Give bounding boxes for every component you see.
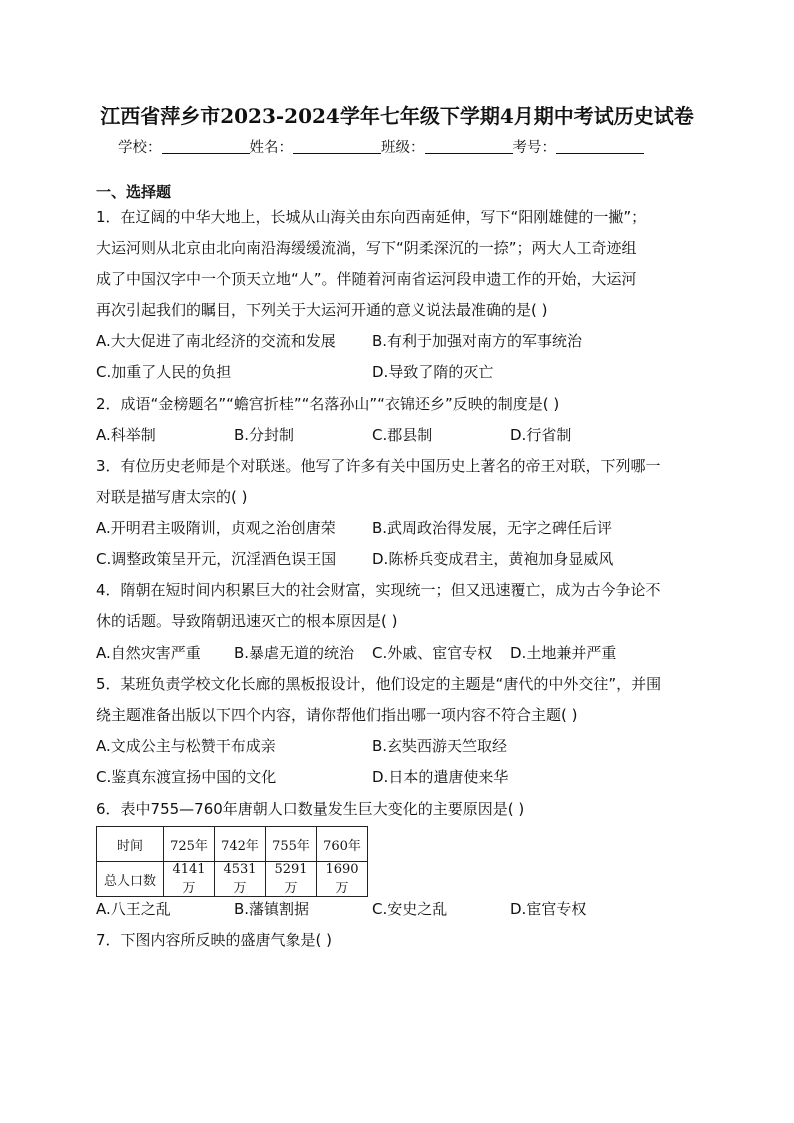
question-4-line-2: 休的话题。导致隋朝迅速灭亡的根本原因是( ) — [96, 612, 398, 630]
question-5-option-b[interactable]: B.玄奘西游天竺取经 — [372, 737, 508, 755]
name-label: 姓名： — [249, 140, 293, 156]
question-1-line-2: 大运河则从北京由北向南沿海缓缓流淌，写下“阴柔深沉的一捺”；两大人工奇迹组 — [96, 239, 637, 257]
question-2-option-b[interactable]: B.分封制 — [234, 426, 295, 444]
class-label: 班级： — [381, 140, 425, 156]
page-title: 江西省萍乡市2023-2024学年七年级下学期4月期中考试历史试卷 — [100, 104, 694, 128]
table-cell: 5291万 — [266, 862, 317, 897]
question-4-line-1: 4．隋朝在短时间内积累巨大的社会财富，实现统一；但又迅速覆亡，成为古今争论不 — [96, 581, 661, 599]
question-5-option-a[interactable]: A.文成公主与松赞干布成亲 — [96, 737, 276, 755]
question-1-option-c[interactable]: C.加重了人民的负担 — [96, 363, 232, 381]
table-cell: 4531万 — [215, 862, 266, 897]
table-header-cell: 755年 — [266, 827, 317, 862]
question-4-option-c[interactable]: C.外戚、宦官专权 — [372, 644, 493, 662]
question-1-option-a[interactable]: A.大大促进了南北经济的交流和发展 — [96, 332, 336, 350]
question-1-option-b[interactable]: B.有利于加强对南方的军事统治 — [372, 332, 583, 350]
question-6-option-a[interactable]: A.八王之乱 — [96, 900, 171, 918]
student-info-row — [118, 136, 644, 157]
section-heading: 一、选择题 — [96, 183, 172, 201]
school-blank[interactable] — [162, 139, 250, 154]
question-1-option-d[interactable]: D.导致了隋的灭亡 — [372, 363, 494, 381]
table-header-cell: 742年 — [215, 827, 266, 862]
table-header-cell: 760年 — [317, 827, 368, 862]
table-row — [97, 827, 368, 862]
question-4-option-d[interactable]: D.土地兼并严重 — [510, 644, 617, 662]
table-header-cell: 725年 — [164, 827, 215, 862]
question-6-option-b[interactable]: B.藩镇割据 — [234, 900, 310, 918]
question-1-line-4: 再次引起我们的瞩目，下列关于大运河开通的意义说法最准确的是( ) — [96, 301, 548, 319]
question-1-line-3: 成了中国汉字中一个顶天立地“人”。伴随着河南省运河段申遗工作的开始，大运河 — [96, 270, 637, 288]
question-6-option-c[interactable]: C.安史之乱 — [372, 900, 448, 918]
question-5-line-1: 5．某班负责学校文化长廊的黑板报设计，他们设定的主题是“唐代的中外交往”，并围 — [96, 675, 662, 693]
question-4-option-b[interactable]: B.暴虐无道的统治 — [234, 644, 355, 662]
question-2-option-c[interactable]: C.郡县制 — [372, 426, 433, 444]
question-5-option-d[interactable]: D.日本的遣唐使来华 — [372, 768, 509, 786]
table-cell: 总人口数 — [97, 862, 164, 897]
population-table — [96, 826, 368, 897]
question-5-line-2: 绕主题准备出版以下四个内容，请你帮他们指出哪一项内容不符合主题( ) — [96, 706, 578, 724]
question-7-line-1: 7．下图内容所反映的盛唐气象是( ) — [96, 931, 333, 949]
question-3-option-b[interactable]: B.武周政治得发展，无字之碑任后评 — [372, 519, 613, 537]
name-blank[interactable] — [293, 139, 381, 154]
question-2-line-1: 2．成语“金榜题名”“蟾宫折桂”“名落孙山”“衣锦还乡”反映的制度是( ) — [96, 395, 560, 413]
school-label: 学校： — [118, 140, 162, 156]
question-3-option-c[interactable]: C.调整政策呈开元，沉淫酒色误王国 — [96, 550, 337, 568]
table-header-cell: 时间 — [97, 827, 164, 862]
question-2-option-a[interactable]: A.科举制 — [96, 426, 156, 444]
table-cell: 1690万 — [317, 862, 368, 897]
question-3-option-a[interactable]: A.开明君主吸隋训，贞观之治创唐荣 — [96, 519, 336, 537]
question-1-line-1: 1．在辽阔的中华大地上，长城从山海关由东向西南延伸，写下“阳刚雄健的一撇”； — [96, 208, 647, 226]
number-label: 考号： — [512, 140, 556, 156]
question-3-option-d[interactable]: D.陈桥兵变成君主，黄袍加身显威风 — [372, 550, 614, 568]
table-row — [97, 862, 368, 897]
question-6-option-d[interactable]: D.宦官专权 — [510, 900, 587, 918]
question-3-line-1: 3．有位历史老师是个对联迷。他写了许多有关中国历史上著名的帝王对联，下列哪一 — [96, 457, 661, 475]
question-6-line-1: 6．表中755—760年唐朝人口数量发生巨大变化的主要原因是( ) — [96, 800, 525, 818]
table-cell: 4141万 — [164, 862, 215, 897]
question-3-line-2: 对联是描写唐太宗的( ) — [96, 488, 248, 506]
number-blank[interactable] — [556, 139, 644, 154]
question-4-option-a[interactable]: A.自然灾害严重 — [96, 644, 201, 662]
question-5-option-c[interactable]: C.鉴真东渡宣扬中国的文化 — [96, 768, 277, 786]
class-blank[interactable] — [425, 139, 513, 154]
question-2-option-d[interactable]: D.行省制 — [510, 426, 572, 444]
